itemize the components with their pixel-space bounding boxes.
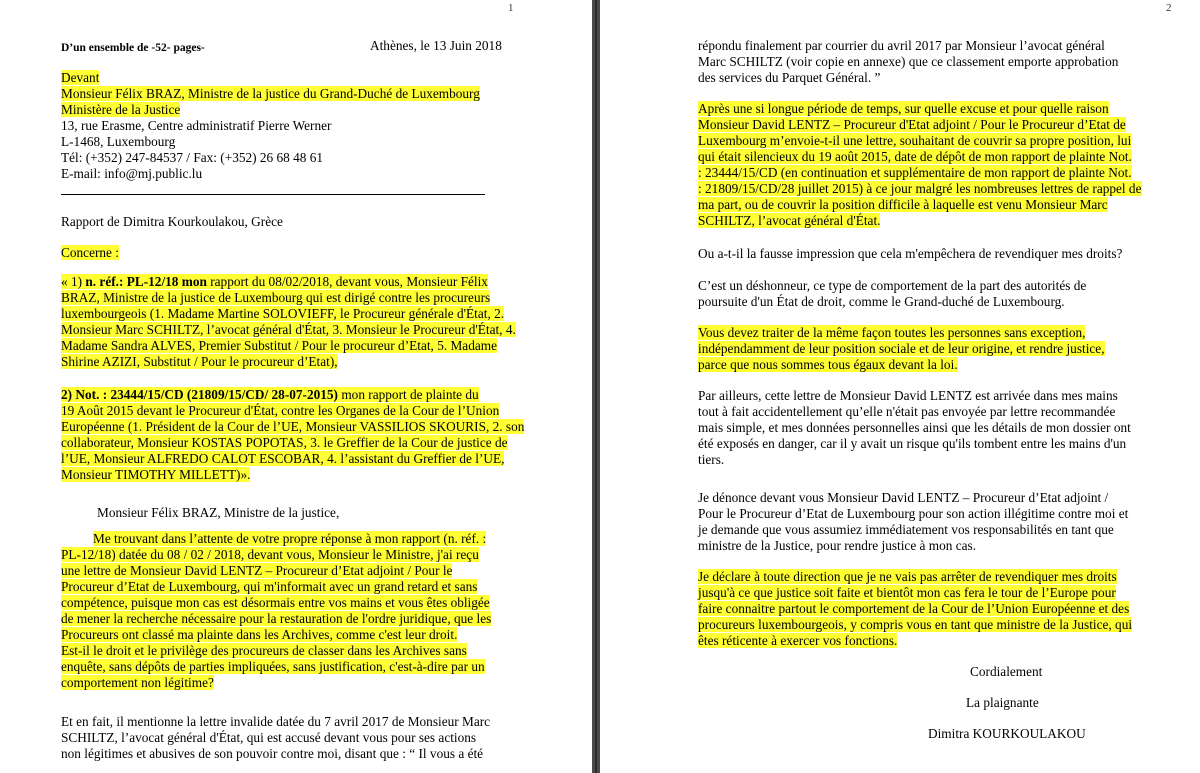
document-page-1 <box>0 0 592 773</box>
body-paragraph-5 <box>698 278 1086 310</box>
body-paragraph-4: Ou a-t-il la fausse impression que cela m'empêchera de revendiquer mes droits? <box>698 246 1123 261</box>
body-line: Je déclare à toute direction que je ne vais pas arrêter de revendiquer mes droits <box>698 569 1117 584</box>
body-line: Est-il le droit et le privilège des procureurs de classer dans les Archives sans <box>61 643 467 658</box>
body-paragraph-7 <box>698 388 1131 468</box>
body-line: Me trouvant dans l’attente de votre propre réponse à mon rapport (n. réf. : <box>93 531 487 546</box>
ref1-line: Shirine AZIZI, Substitut / Pour le procureur d’Etat), <box>61 354 338 369</box>
address-line: Devant <box>61 70 100 85</box>
report-from: Rapport de Dimitra Kourkoulakou, Grèce <box>61 214 283 229</box>
body-paragraph-2 <box>61 714 490 762</box>
document-page-2 <box>600 0 1200 773</box>
body-line: Pour le Procureur d’Etat de Luxembourg pour son action illégitime contre moi et <box>698 506 1129 521</box>
header-pages-note: D’un ensemble de -52- pages- <box>61 42 205 54</box>
ref2-line: Européenne (1. Président de la Cour de l’UE, Monsieur VASSILIOS SKOURIS, 2. son <box>61 419 525 434</box>
ref1-line: Monsieur Marc SCHILTZ, l’avocat général d'État, 3. Monsieur le Procureur d'État, 4. <box>61 322 516 337</box>
ref2-number: 2) Not. : 23444/15/CD (21809/15/CD/ 28-07-2015) <box>61 387 338 402</box>
body-line: PL-12/18) datée du 08 / 02 / 2018, devant vous, Monsieur le Ministre, j'ai reçu <box>61 547 479 562</box>
body-line: parce que nous sommes tous égaux devant la loi. <box>698 357 958 372</box>
concerns-label <box>61 245 119 261</box>
body-line: SCHILTZ, l’avocat général d'État, qui est accusé devant vous pour ses actions <box>61 730 477 745</box>
body-line: : 21809/15/CD/28 juillet 2015) à ce jour malgré les nombreuses lettres de rappel de <box>698 181 1142 196</box>
date-place: Athènes, le 13 Juin 2018 <box>370 38 502 53</box>
body-line: poursuite d'un État de droit, comme le Grand-duché de Luxembourg. <box>698 294 1065 309</box>
body-line: faire connaitre partout le comportement de la Cour de l’Union Européenne et des <box>698 601 1130 616</box>
closing: Cordialement <box>970 664 1043 679</box>
address-line: E-mail: info@mj.public.lu <box>61 166 203 181</box>
body-paragraph-1 <box>61 531 491 691</box>
body-line: Je dénonce devant vous Monsieur David LENTZ – Procureur d’Etat adjoint / <box>698 490 1109 505</box>
address-line: 13, rue Erasme, Centre administratif Pierre Werner <box>61 118 332 133</box>
page-gap-line <box>595 0 597 773</box>
reference-1 <box>61 274 516 370</box>
ref1-line: luxembourgeois (1. Madame Martine SOLOVIEFF, le Procureur générale d'État, 2. <box>61 306 505 321</box>
ref1-line: BRAZ, Ministre de la justice de Luxembourg qui est dirigé contre les procureurs <box>61 290 491 305</box>
body-line: été exposés en danger, car il y avait un risque qu'ils tombent entre les mains d'un <box>698 436 1127 451</box>
body-line: procureurs luxembourgeois, y compris vous en tant que ministre de la Justice, qui <box>698 617 1133 632</box>
body-line: C’est un déshonneur, ce type de comportement de la part des autorités de <box>698 278 1087 293</box>
body-line: de mener la recherche nécessaire pour la restauration de l'ordre juridique, que les <box>61 611 492 626</box>
body-line: Marc SCHILTZ (voir copie en annexe) que ce classement emporte approbation <box>698 54 1119 69</box>
concerns-text: Concerne : <box>61 245 119 260</box>
body-line: je demande que vous assumiez immédiatement vos responsabilités en tant que <box>698 522 1114 537</box>
address-line: Tél: (+352) 247-84537 / Fax: (+352) 26 68 48 61 <box>61 150 324 165</box>
address-line: L-1468, Luxembourg <box>61 134 176 149</box>
signature-name: Dimitra KOURKOULAKOU <box>928 726 1086 741</box>
body-line: Monsieur David LENTZ – Procureur d'Etat adjoint / Pour le Procureur d’Etat de <box>698 117 1126 132</box>
body-line: tiers. <box>698 452 725 467</box>
body-line: indépendamment de leur position sociale et de leur origine, et rendre justice, <box>698 341 1105 356</box>
body-line: non légitimes et abusives de son pouvoir contre moi, disant que : “ Il vous a été <box>61 746 484 761</box>
body-line: êtes réticente à exercer vos fonctions. <box>698 633 898 648</box>
body-paragraph-8 <box>698 490 1128 554</box>
ref1-number: n. réf.: PL-12/18 mon <box>85 274 207 289</box>
reference-2 <box>61 387 524 483</box>
body-paragraph-9 <box>698 569 1132 649</box>
body-paragraph-6 <box>698 325 1105 373</box>
body-line: Procureur d’Etat de Luxembourg, qui m'informait avec un grand retard et sans <box>61 579 478 594</box>
ref2-line: l’UE, Monsieur ALFREDO CALOT ESCOBAR, 4. l’assistant du Greffier de l’UE, <box>61 451 505 466</box>
continuation-paragraph <box>698 38 1118 86</box>
ref1-line: Madame Sandra ALVES, Premier Substitut / Pour le procureur d’Etat, 5. Madame <box>61 338 498 353</box>
body-line: jusqu'à ce que justice soit faite et bientôt mon cas fera le tour de l’Europe pour <box>698 585 1116 600</box>
ref2-line: mon rapport de plainte du <box>338 387 479 402</box>
body-line: SCHILTZ, l’avocat général d'État. <box>698 213 881 228</box>
body-line: Et en fait, il mentionne la lettre invalide datée du 7 avril 2017 de Monsieur Marc <box>61 714 491 729</box>
body-line: Procureurs ont classé ma plainte dans les Archives, comme c'est leur droit. <box>61 627 458 642</box>
address-line: Ministère de la Justice <box>61 102 181 117</box>
body-line: tout à fait accidentellement qu’elle n'était pas envoyée par lettre recommandée <box>698 404 1116 419</box>
page-number: 1 <box>508 2 514 14</box>
body-line: répondu finalement par courrier du avril 2017 par Monsieur l’avocat général <box>698 38 1105 53</box>
body-line: : 23444/15/CD (en continuation et supplémentaire de mon rapport de plainte Not. <box>698 165 1132 180</box>
address-line: Monsieur Félix BRAZ, Ministre de la justice du Grand-Duché de Luxembourg <box>61 86 480 101</box>
body-line: une lettre de Monsieur David LENTZ – Procureur d’Etat adjoint / Pour le <box>61 563 453 578</box>
body-line: Par ailleurs, cette lettre de Monsieur David LENTZ est arrivée dans mes mains <box>698 388 1118 403</box>
signer-role: La plaignante <box>966 695 1039 710</box>
body-line: qui était silencieux du 19 août 2015, date de dépôt de mon rapport de plainte Not. <box>698 149 1132 164</box>
body-paragraph-3 <box>698 101 1142 229</box>
ref2-line: Monsieur TIMOTHY MILLETT)». <box>61 467 251 482</box>
body-line: compétence, puisque mon cas est désormais entre vos mains et vous êtes obligée <box>61 595 490 610</box>
recipient-address <box>61 70 480 182</box>
body-line: comportement non légitime? <box>61 675 214 690</box>
ref2-line: 19 Août 2015 devant le Procureur d'État, contre les Organes de la Cour de l’Union <box>61 403 500 418</box>
ref2-line: collaborateur, Monsieur KOSTAS POPOTAS, 3. le Greffier de la Cour de justice de <box>61 435 508 450</box>
body-line: Luxembourg m’envoie-t-il une lettre, souhaitant de couvrir sa propre position, lui <box>698 133 1132 148</box>
body-line: ma part, ou de couvrir la position difficile à laquelle est venu Monsieur Marc <box>698 197 1108 212</box>
body-line: Après une si longue période de temps, sur quelle excuse et pour quelle raison <box>698 101 1109 116</box>
ref1-prefix: « 1) <box>61 274 86 289</box>
separator-line <box>61 194 485 195</box>
ref1-line: rapport du 08/02/2018, devant vous, Monsieur Félix <box>206 274 488 289</box>
body-line: des services du Parquet Général. ” <box>698 70 881 85</box>
salutation: Monsieur Félix BRAZ, Ministre de la justice, <box>97 505 340 520</box>
body-line: Vous devez traiter de la même façon toutes les personnes sans exception, <box>698 325 1086 340</box>
page-number: 2 <box>1166 2 1172 14</box>
body-line: mais simple, et mes données personnelles ainsi que les détails de mon dossier ont <box>698 420 1131 435</box>
body-line: enquête, sans dépôts de parties impliquées, sans justification, c'est-à-dire par un <box>61 659 485 674</box>
body-line: ministre de la Justice, pour rendre justice à mon cas. <box>698 538 977 553</box>
